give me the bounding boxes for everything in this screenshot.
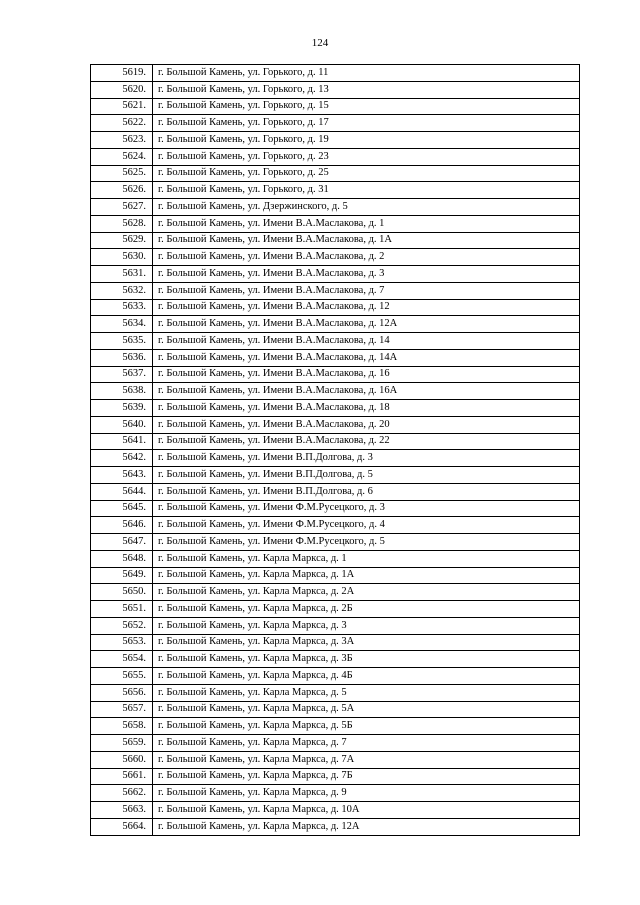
- table-row: [91, 785, 580, 802]
- row-address: г. Большой Камень, ул. Горького, д. 23: [153, 148, 580, 165]
- table-row: [91, 634, 580, 651]
- row-address: г. Большой Камень, ул. Имени В.А.Маслакова, д. 2: [153, 249, 580, 266]
- table-row: [91, 601, 580, 618]
- row-number: 5655.: [91, 668, 153, 685]
- row-number: 5630.: [91, 249, 153, 266]
- row-number: 5621.: [91, 98, 153, 115]
- table-row: [91, 366, 580, 383]
- address-table-body: [91, 65, 580, 836]
- row-address: г. Большой Камень, ул. Имени В.А.Маслакова, д. 14: [153, 333, 580, 350]
- row-address: г. Большой Камень, ул. Имени В.А.Маслакова, д. 16: [153, 366, 580, 383]
- table-row: [91, 215, 580, 232]
- row-address: г. Большой Камень, ул. Карла Маркса, д. 3А: [153, 634, 580, 651]
- table-row: [91, 550, 580, 567]
- row-address: г. Большой Камень, ул. Карла Маркса, д. 3Б: [153, 651, 580, 668]
- row-address: г. Большой Камень, ул. Горького, д. 31: [153, 182, 580, 199]
- table-row: [91, 232, 580, 249]
- table-row: [91, 668, 580, 685]
- row-number: 5635.: [91, 333, 153, 350]
- table-row: [91, 299, 580, 316]
- table-row: [91, 751, 580, 768]
- row-address: г. Большой Камень, ул. Карла Маркса, д. 7А: [153, 751, 580, 768]
- row-number: 5644.: [91, 483, 153, 500]
- row-number: 5643.: [91, 467, 153, 484]
- row-number: 5640.: [91, 416, 153, 433]
- row-address: г. Большой Камень, ул. Горького, д. 25: [153, 165, 580, 182]
- row-number: 5625.: [91, 165, 153, 182]
- row-number: 5641.: [91, 433, 153, 450]
- page-number: 124: [311, 37, 329, 49]
- row-address: г. Большой Камень, ул. Карла Маркса, д. 9: [153, 785, 580, 802]
- table-row: [91, 148, 580, 165]
- row-number: 5636.: [91, 349, 153, 366]
- table-row: [91, 182, 580, 199]
- row-number: 5654.: [91, 651, 153, 668]
- row-address: г. Большой Камень, ул. Карла Маркса, д. 3: [153, 617, 580, 634]
- table-row: [91, 383, 580, 400]
- table-row: [91, 316, 580, 333]
- row-address: г. Большой Камень, ул. Имени В.А.Маслакова, д. 7: [153, 282, 580, 299]
- row-address: г. Большой Камень, ул. Горького, д. 15: [153, 98, 580, 115]
- row-address: г. Большой Камень, ул. Карла Маркса, д. 2А: [153, 584, 580, 601]
- row-number: 5637.: [91, 366, 153, 383]
- row-address: г. Большой Камень, ул. Карла Маркса, д. 2Б: [153, 601, 580, 618]
- row-number: 5633.: [91, 299, 153, 316]
- row-address: г. Большой Камень, ул. Карла Маркса, д. 5А: [153, 701, 580, 718]
- row-address: г. Большой Камень, ул. Горького, д. 19: [153, 132, 580, 149]
- row-number: 5661.: [91, 768, 153, 785]
- table-row: [91, 132, 580, 149]
- row-address: г. Большой Камень, ул. Имени В.А.Маслакова, д. 20: [153, 416, 580, 433]
- row-number: 5657.: [91, 701, 153, 718]
- row-address: г. Большой Камень, ул. Горького, д. 13: [153, 81, 580, 98]
- table-row: [91, 349, 580, 366]
- table-row: [91, 818, 580, 835]
- row-address: г. Большой Камень, ул. Карла Маркса, д. 12А: [153, 818, 580, 835]
- row-address: г. Большой Камень, ул. Имени В.А.Маслакова, д. 1А: [153, 232, 580, 249]
- row-address: г. Большой Камень, ул. Карла Маркса, д. 1: [153, 550, 580, 567]
- row-address: г. Большой Камень, ул. Карла Маркса, д. 7: [153, 735, 580, 752]
- row-address: г. Большой Камень, ул. Карла Маркса, д. 4Б: [153, 668, 580, 685]
- row-number: 5628.: [91, 215, 153, 232]
- table-row: [91, 81, 580, 98]
- row-number: 5634.: [91, 316, 153, 333]
- row-address: г. Большой Камень, ул. Горького, д. 11: [153, 65, 580, 82]
- table-row: [91, 416, 580, 433]
- row-address: г. Большой Камень, ул. Имени В.А.Маслакова, д. 16А: [153, 383, 580, 400]
- row-number: 5619.: [91, 65, 153, 82]
- table-row: [91, 718, 580, 735]
- table-row: [91, 567, 580, 584]
- table-row: [91, 617, 580, 634]
- row-address: г. Большой Камень, ул. Имени Ф.М.Русецкого, д. 5: [153, 534, 580, 551]
- row-number: 5649.: [91, 567, 153, 584]
- table-row: [91, 249, 580, 266]
- table-row: [91, 534, 580, 551]
- row-address: г. Большой Камень, ул. Имени В.А.Маслакова, д. 18: [153, 400, 580, 417]
- address-table: [90, 64, 580, 836]
- row-number: 5663.: [91, 802, 153, 819]
- row-address: г. Большой Камень, ул. Горького, д. 17: [153, 115, 580, 132]
- row-number: 5664.: [91, 818, 153, 835]
- row-address: г. Большой Камень, ул. Имени В.П.Долгова, д. 5: [153, 467, 580, 484]
- row-number: 5638.: [91, 383, 153, 400]
- table-row: [91, 199, 580, 216]
- row-number: 5659.: [91, 735, 153, 752]
- row-number: 5652.: [91, 617, 153, 634]
- row-number: 5653.: [91, 634, 153, 651]
- table-row: [91, 165, 580, 182]
- table-row: [91, 433, 580, 450]
- table-row: [91, 98, 580, 115]
- table-row: [91, 802, 580, 819]
- table-row: [91, 684, 580, 701]
- row-address: г. Большой Камень, ул. Имени В.А.Маслакова, д. 22: [153, 433, 580, 450]
- table-row: [91, 115, 580, 132]
- row-address: г. Большой Камень, ул. Имени В.А.Маслакова, д. 12: [153, 299, 580, 316]
- table-row: [91, 400, 580, 417]
- row-address: г. Большой Камень, ул. Карла Маркса, д. 10А: [153, 802, 580, 819]
- row-number: 5642.: [91, 450, 153, 467]
- row-number: 5626.: [91, 182, 153, 199]
- row-number: 5631.: [91, 266, 153, 283]
- row-address: г. Большой Камень, ул. Имени В.П.Долгова, д. 3: [153, 450, 580, 467]
- row-number: 5645.: [91, 500, 153, 517]
- table-row: [91, 483, 580, 500]
- row-address: г. Большой Камень, ул. Имени Ф.М.Русецкого, д. 3: [153, 500, 580, 517]
- row-address: г. Большой Камень, ул. Имени Ф.М.Русецкого, д. 4: [153, 517, 580, 534]
- table-row: [91, 768, 580, 785]
- row-number: 5650.: [91, 584, 153, 601]
- row-address: г. Большой Камень, ул. Имени В.А.Маслакова, д. 1: [153, 215, 580, 232]
- row-address: г. Большой Камень, ул. Карла Маркса, д. 5: [153, 684, 580, 701]
- row-number: 5627.: [91, 199, 153, 216]
- table-row: [91, 651, 580, 668]
- table-row: [91, 584, 580, 601]
- row-address: г. Большой Камень, ул. Карла Маркса, д. 5Б: [153, 718, 580, 735]
- row-number: 5648.: [91, 550, 153, 567]
- row-address: г. Большой Камень, ул. Имени В.А.Маслакова, д. 14А: [153, 349, 580, 366]
- row-address: г. Большой Камень, ул. Карла Маркса, д. 1А: [153, 567, 580, 584]
- table-row: [91, 500, 580, 517]
- row-number: 5646.: [91, 517, 153, 534]
- row-number: 5662.: [91, 785, 153, 802]
- row-number: 5622.: [91, 115, 153, 132]
- row-number: 5623.: [91, 132, 153, 149]
- row-address: г. Большой Камень, ул. Имени В.А.Маслакова, д. 3: [153, 266, 580, 283]
- table-row: [91, 333, 580, 350]
- row-number: 5629.: [91, 232, 153, 249]
- row-number: 5624.: [91, 148, 153, 165]
- row-number: 5639.: [91, 400, 153, 417]
- row-number: 5656.: [91, 684, 153, 701]
- row-address: г. Большой Камень, ул. Дзержинского, д. 5: [153, 199, 580, 216]
- table-row: [91, 735, 580, 752]
- table-row: [91, 467, 580, 484]
- table-row: [91, 65, 580, 82]
- row-number: 5632.: [91, 282, 153, 299]
- table-row: [91, 450, 580, 467]
- row-address: г. Большой Камень, ул. Имени В.А.Маслакова, д. 12А: [153, 316, 580, 333]
- table-row: [91, 266, 580, 283]
- row-number: 5651.: [91, 601, 153, 618]
- row-address: г. Большой Камень, ул. Карла Маркса, д. 7Б: [153, 768, 580, 785]
- row-address: г. Большой Камень, ул. Имени В.П.Долгова, д. 6: [153, 483, 580, 500]
- table-row: [91, 517, 580, 534]
- row-number: 5660.: [91, 751, 153, 768]
- row-number: 5620.: [91, 81, 153, 98]
- row-number: 5658.: [91, 718, 153, 735]
- row-number: 5647.: [91, 534, 153, 551]
- table-row: [91, 701, 580, 718]
- table-row: [91, 282, 580, 299]
